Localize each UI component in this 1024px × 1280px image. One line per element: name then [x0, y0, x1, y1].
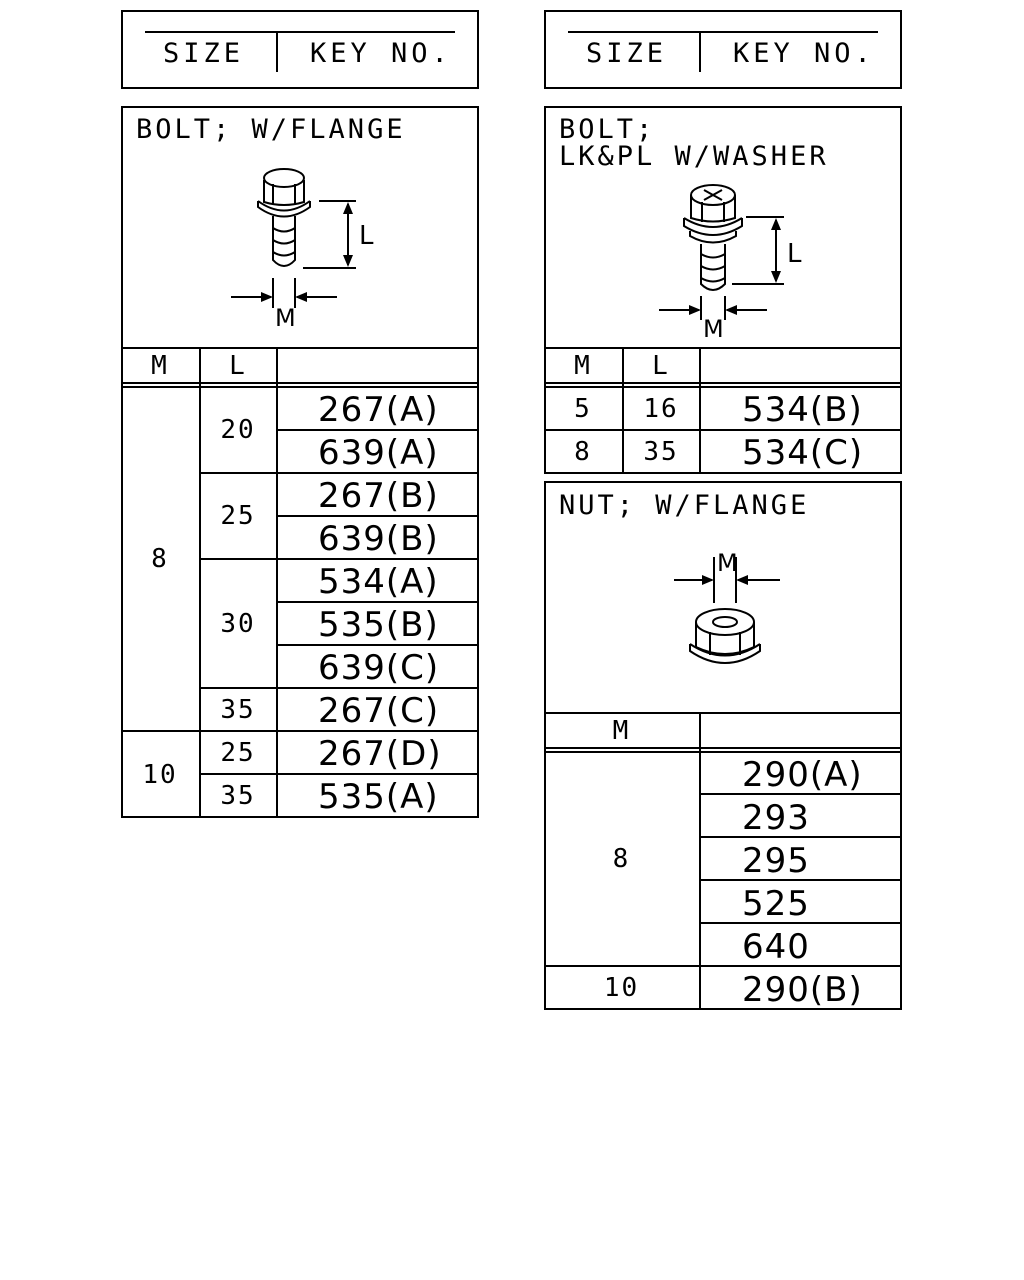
key-number: 534(C)	[742, 432, 864, 473]
key-number: 534(B)	[742, 389, 863, 430]
legend-key-label: KEY NO.	[733, 38, 875, 69]
legend-rule	[145, 31, 455, 33]
legend-rule	[568, 31, 878, 33]
dim-m-label: M	[703, 315, 724, 343]
legend-divider	[276, 31, 278, 72]
key-number: 639(A)	[318, 432, 439, 473]
key-number: 267(B)	[318, 475, 439, 516]
col-header-l: L	[229, 351, 247, 381]
key-number: 290(A)	[742, 754, 863, 795]
l-value: 25	[220, 737, 256, 768]
key-number: 293	[742, 797, 810, 838]
col-header-l: L	[652, 351, 670, 381]
l-value: 16	[643, 393, 679, 424]
m-value: 8	[612, 844, 631, 874]
key-number: 267(D)	[318, 733, 442, 774]
key-number: 534(A)	[318, 561, 439, 602]
dim-m-label: M	[717, 549, 738, 577]
flange-bolt-drawing	[121, 106, 479, 348]
key-number: 267(A)	[318, 389, 439, 430]
m-value: 5	[574, 393, 592, 424]
l-value: 35	[220, 780, 256, 811]
key-number: 267(C)	[318, 690, 440, 731]
key-number: 525	[742, 883, 810, 924]
l-value: 35	[220, 694, 256, 725]
l-value: 20	[220, 415, 256, 445]
key-number: 639(C)	[318, 647, 440, 688]
dim-m-label: M	[275, 304, 296, 332]
dim-l-label: L	[359, 221, 374, 251]
key-number: 295	[742, 840, 810, 881]
col-header-m: M	[151, 351, 169, 381]
bolt-washer-title-line2: LK&PL W/WASHER	[559, 141, 829, 172]
flange-nut-drawing	[544, 481, 902, 713]
bolt-washer-title-line1: BOLT;	[559, 114, 656, 145]
legend-size-label: SIZE	[586, 38, 668, 69]
l-value: 25	[220, 501, 256, 531]
legend-size-label: SIZE	[163, 38, 245, 69]
key-number: 639(B)	[318, 518, 439, 559]
m-value: 8	[151, 544, 169, 574]
nut-flange-title: NUT; W/FLANGE	[559, 490, 810, 521]
legend-divider	[699, 31, 701, 72]
washer-bolt-drawing	[544, 106, 902, 348]
key-number: 535(A)	[318, 776, 439, 817]
dim-l-label: L	[787, 239, 802, 269]
bolt-flange-title: BOLT; W/FLANGE	[136, 114, 406, 145]
m-value: 8	[574, 436, 592, 467]
key-number: 640	[742, 926, 810, 967]
l-value: 35	[643, 436, 679, 467]
key-number: 290(B)	[742, 969, 863, 1010]
legend-key-label: KEY NO.	[310, 38, 452, 69]
col-header-m: M	[574, 351, 592, 381]
l-value: 30	[220, 608, 256, 639]
m-value: 10	[142, 760, 178, 790]
key-number: 535(B)	[318, 604, 439, 645]
m-value: 10	[603, 972, 640, 1003]
col-header-m: M	[612, 716, 631, 746]
